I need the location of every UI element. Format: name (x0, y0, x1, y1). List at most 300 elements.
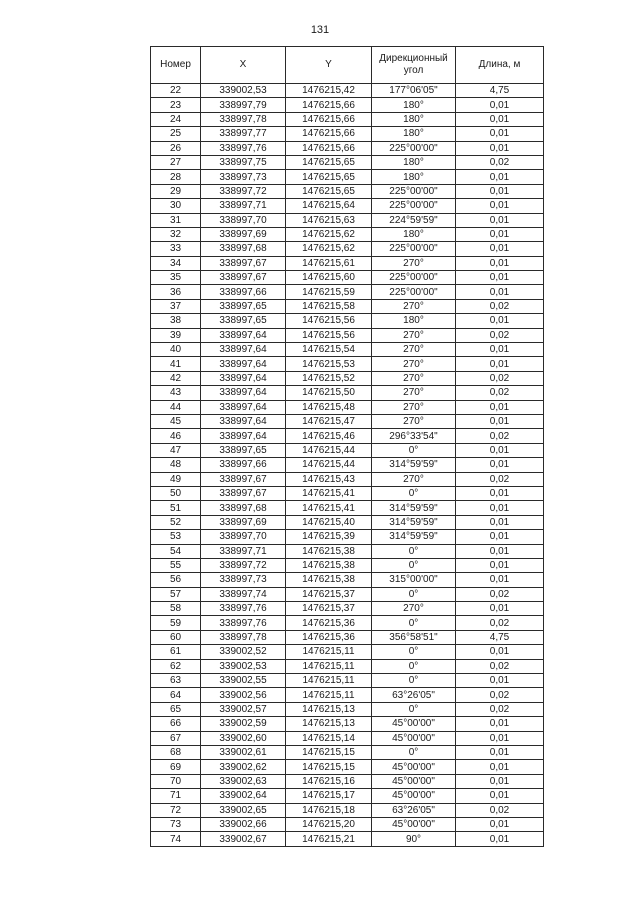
cell-number: 43 (151, 386, 201, 400)
cell-length: 0,01 (456, 832, 544, 846)
cell-length: 0,01 (456, 486, 544, 500)
cell-angle: 0° (372, 558, 456, 572)
cell-y: 1476215,40 (286, 515, 372, 529)
table-row (151, 386, 544, 400)
cell-angle: 0° (372, 659, 456, 673)
table-row (151, 184, 544, 198)
table-row (151, 616, 544, 630)
table-row (151, 817, 544, 831)
cell-number: 47 (151, 443, 201, 457)
cell-number: 40 (151, 343, 201, 357)
table-body (151, 84, 544, 847)
cell-length: 0,01 (456, 774, 544, 788)
cell-length: 0,01 (456, 112, 544, 126)
cell-x: 338997,71 (201, 544, 286, 558)
cell-x: 338997,76 (201, 616, 286, 630)
cell-length: 0,01 (456, 343, 544, 357)
cell-y: 1476215,11 (286, 688, 372, 702)
table-row (151, 573, 544, 587)
table-row (151, 112, 544, 126)
cell-x: 338997,64 (201, 328, 286, 342)
table-row (151, 271, 544, 285)
cell-number: 73 (151, 817, 201, 831)
cell-number: 28 (151, 170, 201, 184)
cell-x: 338997,74 (201, 587, 286, 601)
cell-length: 0,01 (456, 501, 544, 515)
table-row (151, 371, 544, 385)
cell-x: 338997,71 (201, 199, 286, 213)
cell-y: 1476215,15 (286, 760, 372, 774)
cell-x: 338997,72 (201, 558, 286, 572)
cell-angle: 314°59'59" (372, 515, 456, 529)
cell-angle: 225°00'00" (372, 199, 456, 213)
header-angle: Дирекционный угол (372, 47, 456, 84)
cell-y: 1476215,43 (286, 472, 372, 486)
cell-length: 0,01 (456, 141, 544, 155)
cell-length: 0,01 (456, 645, 544, 659)
cell-x: 338997,67 (201, 256, 286, 270)
table-row (151, 170, 544, 184)
table-row (151, 343, 544, 357)
cell-number: 25 (151, 127, 201, 141)
cell-length: 0,02 (456, 299, 544, 313)
cell-length: 0,01 (456, 285, 544, 299)
cell-number: 22 (151, 84, 201, 98)
table-row (151, 530, 544, 544)
table-row (151, 84, 544, 98)
table-row (151, 587, 544, 601)
cell-angle: 225°00'00" (372, 271, 456, 285)
cell-y: 1476215,46 (286, 429, 372, 443)
table-row (151, 328, 544, 342)
cell-length: 0,01 (456, 674, 544, 688)
cell-x: 338997,77 (201, 127, 286, 141)
cell-x: 339002,65 (201, 803, 286, 817)
cell-length: 0,02 (456, 659, 544, 673)
cell-x: 338997,64 (201, 414, 286, 428)
cell-x: 338997,73 (201, 573, 286, 587)
cell-number: 46 (151, 429, 201, 443)
cell-y: 1476215,16 (286, 774, 372, 788)
table-row (151, 213, 544, 227)
cell-angle: 180° (372, 227, 456, 241)
cell-y: 1476215,66 (286, 141, 372, 155)
cell-x: 338997,64 (201, 357, 286, 371)
cell-y: 1476215,41 (286, 501, 372, 515)
cell-x: 339002,57 (201, 702, 286, 716)
cell-angle: 0° (372, 645, 456, 659)
cell-y: 1476215,18 (286, 803, 372, 817)
cell-y: 1476215,56 (286, 314, 372, 328)
cell-x: 339002,62 (201, 760, 286, 774)
cell-angle: 0° (372, 443, 456, 457)
cell-x: 338997,69 (201, 227, 286, 241)
table-row (151, 645, 544, 659)
cell-length: 0,01 (456, 227, 544, 241)
cell-length: 0,02 (456, 371, 544, 385)
cell-angle: 63°26'05" (372, 688, 456, 702)
cell-y: 1476215,56 (286, 328, 372, 342)
cell-length: 0,01 (456, 817, 544, 831)
cell-length: 0,01 (456, 760, 544, 774)
cell-x: 338997,66 (201, 458, 286, 472)
table-row (151, 98, 544, 112)
cell-y: 1476215,11 (286, 674, 372, 688)
table-row (151, 357, 544, 371)
cell-y: 1476215,44 (286, 458, 372, 472)
cell-y: 1476215,38 (286, 573, 372, 587)
header-length: Длина, м (456, 47, 544, 84)
table-row (151, 515, 544, 529)
table-row (151, 774, 544, 788)
cell-angle: 45°00'00" (372, 717, 456, 731)
cell-number: 24 (151, 112, 201, 126)
cell-angle: 270° (372, 386, 456, 400)
cell-angle: 270° (372, 472, 456, 486)
cell-angle: 314°59'59" (372, 458, 456, 472)
table-row (151, 400, 544, 414)
cell-length: 0,01 (456, 731, 544, 745)
cell-angle: 180° (372, 170, 456, 184)
cell-y: 1476215,21 (286, 832, 372, 846)
cell-x: 338997,64 (201, 400, 286, 414)
cell-y: 1476215,63 (286, 213, 372, 227)
header-row (151, 47, 544, 84)
cell-y: 1476215,62 (286, 227, 372, 241)
cell-y: 1476215,11 (286, 659, 372, 673)
cell-y: 1476215,65 (286, 184, 372, 198)
cell-length: 0,02 (456, 472, 544, 486)
cell-length: 0,01 (456, 127, 544, 141)
cell-x: 338997,67 (201, 472, 286, 486)
cell-x: 339002,55 (201, 674, 286, 688)
cell-angle: 0° (372, 674, 456, 688)
table-row (151, 602, 544, 616)
cell-number: 64 (151, 688, 201, 702)
cell-y: 1476215,42 (286, 84, 372, 98)
cell-length: 0,02 (456, 155, 544, 169)
cell-angle: 45°00'00" (372, 731, 456, 745)
cell-x: 339002,56 (201, 688, 286, 702)
table-row (151, 227, 544, 241)
cell-length: 0,01 (456, 515, 544, 529)
cell-y: 1476215,66 (286, 112, 372, 126)
cell-x: 338997,78 (201, 630, 286, 644)
cell-x: 339002,52 (201, 645, 286, 659)
cell-y: 1476215,65 (286, 155, 372, 169)
table-row (151, 501, 544, 515)
cell-length: 0,01 (456, 400, 544, 414)
cell-x: 338997,67 (201, 271, 286, 285)
cell-length: 0,01 (456, 242, 544, 256)
cell-number: 67 (151, 731, 201, 745)
coordinates-table (150, 46, 544, 847)
table-row (151, 314, 544, 328)
cell-y: 1476215,38 (286, 544, 372, 558)
cell-x: 338997,64 (201, 343, 286, 357)
table-row (151, 256, 544, 270)
cell-number: 56 (151, 573, 201, 587)
cell-length: 0,02 (456, 688, 544, 702)
cell-length: 0,01 (456, 199, 544, 213)
cell-angle: 0° (372, 587, 456, 601)
header-number: Номер (151, 47, 201, 84)
cell-x: 338997,70 (201, 530, 286, 544)
cell-angle: 225°00'00" (372, 141, 456, 155)
cell-length: 0,02 (456, 702, 544, 716)
cell-y: 1476215,52 (286, 371, 372, 385)
table-row (151, 544, 544, 558)
cell-length: 0,01 (456, 458, 544, 472)
cell-angle: 270° (372, 256, 456, 270)
cell-length: 0,01 (456, 256, 544, 270)
cell-angle: 225°00'00" (372, 184, 456, 198)
cell-y: 1476215,66 (286, 127, 372, 141)
cell-y: 1476215,59 (286, 285, 372, 299)
cell-y: 1476215,41 (286, 486, 372, 500)
cell-y: 1476215,66 (286, 98, 372, 112)
cell-number: 60 (151, 630, 201, 644)
cell-angle: 0° (372, 544, 456, 558)
cell-x: 339002,53 (201, 84, 286, 98)
cell-number: 63 (151, 674, 201, 688)
cell-number: 32 (151, 227, 201, 241)
cell-angle: 0° (372, 616, 456, 630)
table-row (151, 486, 544, 500)
cell-x: 338997,64 (201, 429, 286, 443)
cell-number: 45 (151, 414, 201, 428)
cell-angle: 180° (372, 127, 456, 141)
cell-length: 0,01 (456, 443, 544, 457)
cell-y: 1476215,36 (286, 616, 372, 630)
cell-number: 29 (151, 184, 201, 198)
cell-number: 57 (151, 587, 201, 601)
cell-x: 338997,75 (201, 155, 286, 169)
cell-angle: 315°00'00" (372, 573, 456, 587)
cell-length: 0,01 (456, 602, 544, 616)
cell-length: 0,01 (456, 314, 544, 328)
table-row (151, 702, 544, 716)
cell-x: 338997,76 (201, 141, 286, 155)
cell-y: 1476215,53 (286, 357, 372, 371)
cell-x: 339002,61 (201, 745, 286, 759)
table-row (151, 688, 544, 702)
cell-x: 338997,68 (201, 242, 286, 256)
cell-y: 1476215,65 (286, 170, 372, 184)
cell-number: 59 (151, 616, 201, 630)
cell-angle: 45°00'00" (372, 817, 456, 831)
cell-length: 0,01 (456, 558, 544, 572)
table-row (151, 558, 544, 572)
cell-length: 0,01 (456, 544, 544, 558)
cell-x: 338997,66 (201, 285, 286, 299)
cell-length: 0,01 (456, 213, 544, 227)
cell-y: 1476215,54 (286, 343, 372, 357)
cell-length: 0,01 (456, 530, 544, 544)
cell-angle: 0° (372, 486, 456, 500)
cell-y: 1476215,50 (286, 386, 372, 400)
page-number: 131 (310, 24, 330, 36)
cell-length: 0,01 (456, 573, 544, 587)
cell-y: 1476215,58 (286, 299, 372, 313)
cell-number: 49 (151, 472, 201, 486)
cell-y: 1476215,47 (286, 414, 372, 428)
cell-number: 69 (151, 760, 201, 774)
cell-x: 338997,69 (201, 515, 286, 529)
cell-length: 0,02 (456, 803, 544, 817)
cell-length: 0,02 (456, 386, 544, 400)
cell-length: 0,01 (456, 170, 544, 184)
cell-x: 338997,78 (201, 112, 286, 126)
cell-y: 1476215,64 (286, 199, 372, 213)
cell-number: 27 (151, 155, 201, 169)
cell-number: 34 (151, 256, 201, 270)
cell-angle: 45°00'00" (372, 774, 456, 788)
cell-angle: 296°33'54" (372, 429, 456, 443)
cell-x: 339002,53 (201, 659, 286, 673)
cell-number: 26 (151, 141, 201, 155)
cell-length: 0,01 (456, 98, 544, 112)
cell-y: 1476215,44 (286, 443, 372, 457)
cell-length: 4,75 (456, 630, 544, 644)
cell-number: 68 (151, 745, 201, 759)
cell-angle: 270° (372, 414, 456, 428)
cell-number: 50 (151, 486, 201, 500)
table-row (151, 472, 544, 486)
cell-number: 54 (151, 544, 201, 558)
cell-angle: 180° (372, 112, 456, 126)
cell-x: 338997,70 (201, 213, 286, 227)
cell-x: 338997,64 (201, 386, 286, 400)
cell-angle: 0° (372, 702, 456, 716)
cell-number: 51 (151, 501, 201, 515)
cell-number: 72 (151, 803, 201, 817)
cell-length: 0,01 (456, 414, 544, 428)
cell-x: 338997,68 (201, 501, 286, 515)
cell-number: 65 (151, 702, 201, 716)
cell-y: 1476215,36 (286, 630, 372, 644)
cell-x: 338997,72 (201, 184, 286, 198)
cell-y: 1476215,11 (286, 645, 372, 659)
cell-length: 0,02 (456, 587, 544, 601)
cell-length: 0,02 (456, 328, 544, 342)
cell-number: 66 (151, 717, 201, 731)
cell-number: 41 (151, 357, 201, 371)
cell-y: 1476215,38 (286, 558, 372, 572)
cell-length: 0,01 (456, 271, 544, 285)
table-row (151, 745, 544, 759)
cell-y: 1476215,60 (286, 271, 372, 285)
table-row (151, 832, 544, 846)
cell-x: 338997,73 (201, 170, 286, 184)
cell-length: 0,01 (456, 789, 544, 803)
cell-angle: 270° (372, 602, 456, 616)
cell-angle: 180° (372, 314, 456, 328)
cell-y: 1476215,37 (286, 587, 372, 601)
cell-angle: 180° (372, 98, 456, 112)
cell-length: 0,01 (456, 184, 544, 198)
cell-number: 35 (151, 271, 201, 285)
cell-x: 338997,65 (201, 299, 286, 313)
table-row (151, 299, 544, 313)
table-row (151, 803, 544, 817)
table-row (151, 731, 544, 745)
cell-number: 48 (151, 458, 201, 472)
cell-number: 23 (151, 98, 201, 112)
table-row (151, 429, 544, 443)
cell-angle: 270° (372, 328, 456, 342)
cell-angle: 314°59'59" (372, 501, 456, 515)
cell-length: 0,01 (456, 357, 544, 371)
header-x: X (201, 47, 286, 84)
table-row (151, 242, 544, 256)
table-row (151, 443, 544, 457)
cell-x: 338997,65 (201, 443, 286, 457)
cell-angle: 270° (372, 371, 456, 385)
table-row (151, 458, 544, 472)
table-row (151, 414, 544, 428)
cell-length: 0,02 (456, 429, 544, 443)
cell-angle: 90° (372, 832, 456, 846)
cell-x: 338997,79 (201, 98, 286, 112)
cell-y: 1476215,13 (286, 717, 372, 731)
cell-y: 1476215,20 (286, 817, 372, 831)
cell-number: 55 (151, 558, 201, 572)
cell-x: 339002,60 (201, 731, 286, 745)
cell-angle: 177°06'05" (372, 84, 456, 98)
cell-x: 338997,64 (201, 371, 286, 385)
cell-number: 58 (151, 602, 201, 616)
cell-number: 52 (151, 515, 201, 529)
table-row (151, 199, 544, 213)
cell-number: 62 (151, 659, 201, 673)
cell-number: 71 (151, 789, 201, 803)
cell-angle: 270° (372, 299, 456, 313)
cell-angle: 224°59'59" (372, 213, 456, 227)
cell-number: 33 (151, 242, 201, 256)
table-row (151, 285, 544, 299)
cell-x: 339002,59 (201, 717, 286, 731)
cell-angle: 225°00'00" (372, 285, 456, 299)
cell-length: 0,01 (456, 717, 544, 731)
cell-x: 338997,67 (201, 486, 286, 500)
cell-length: 0,02 (456, 616, 544, 630)
cell-x: 338997,76 (201, 602, 286, 616)
cell-angle: 270° (372, 343, 456, 357)
table-row (151, 760, 544, 774)
cell-x: 339002,63 (201, 774, 286, 788)
cell-y: 1476215,61 (286, 256, 372, 270)
header-y: Y (286, 47, 372, 84)
cell-number: 44 (151, 400, 201, 414)
cell-angle: 63°26'05" (372, 803, 456, 817)
cell-y: 1476215,48 (286, 400, 372, 414)
cell-x: 339002,67 (201, 832, 286, 846)
cell-number: 53 (151, 530, 201, 544)
table-header (151, 47, 544, 84)
cell-y: 1476215,13 (286, 702, 372, 716)
table-row (151, 155, 544, 169)
cell-angle: 270° (372, 357, 456, 371)
cell-number: 31 (151, 213, 201, 227)
cell-number: 39 (151, 328, 201, 342)
cell-y: 1476215,62 (286, 242, 372, 256)
cell-number: 61 (151, 645, 201, 659)
cell-x: 339002,66 (201, 817, 286, 831)
table-row (151, 630, 544, 644)
cell-y: 1476215,14 (286, 731, 372, 745)
cell-y: 1476215,17 (286, 789, 372, 803)
